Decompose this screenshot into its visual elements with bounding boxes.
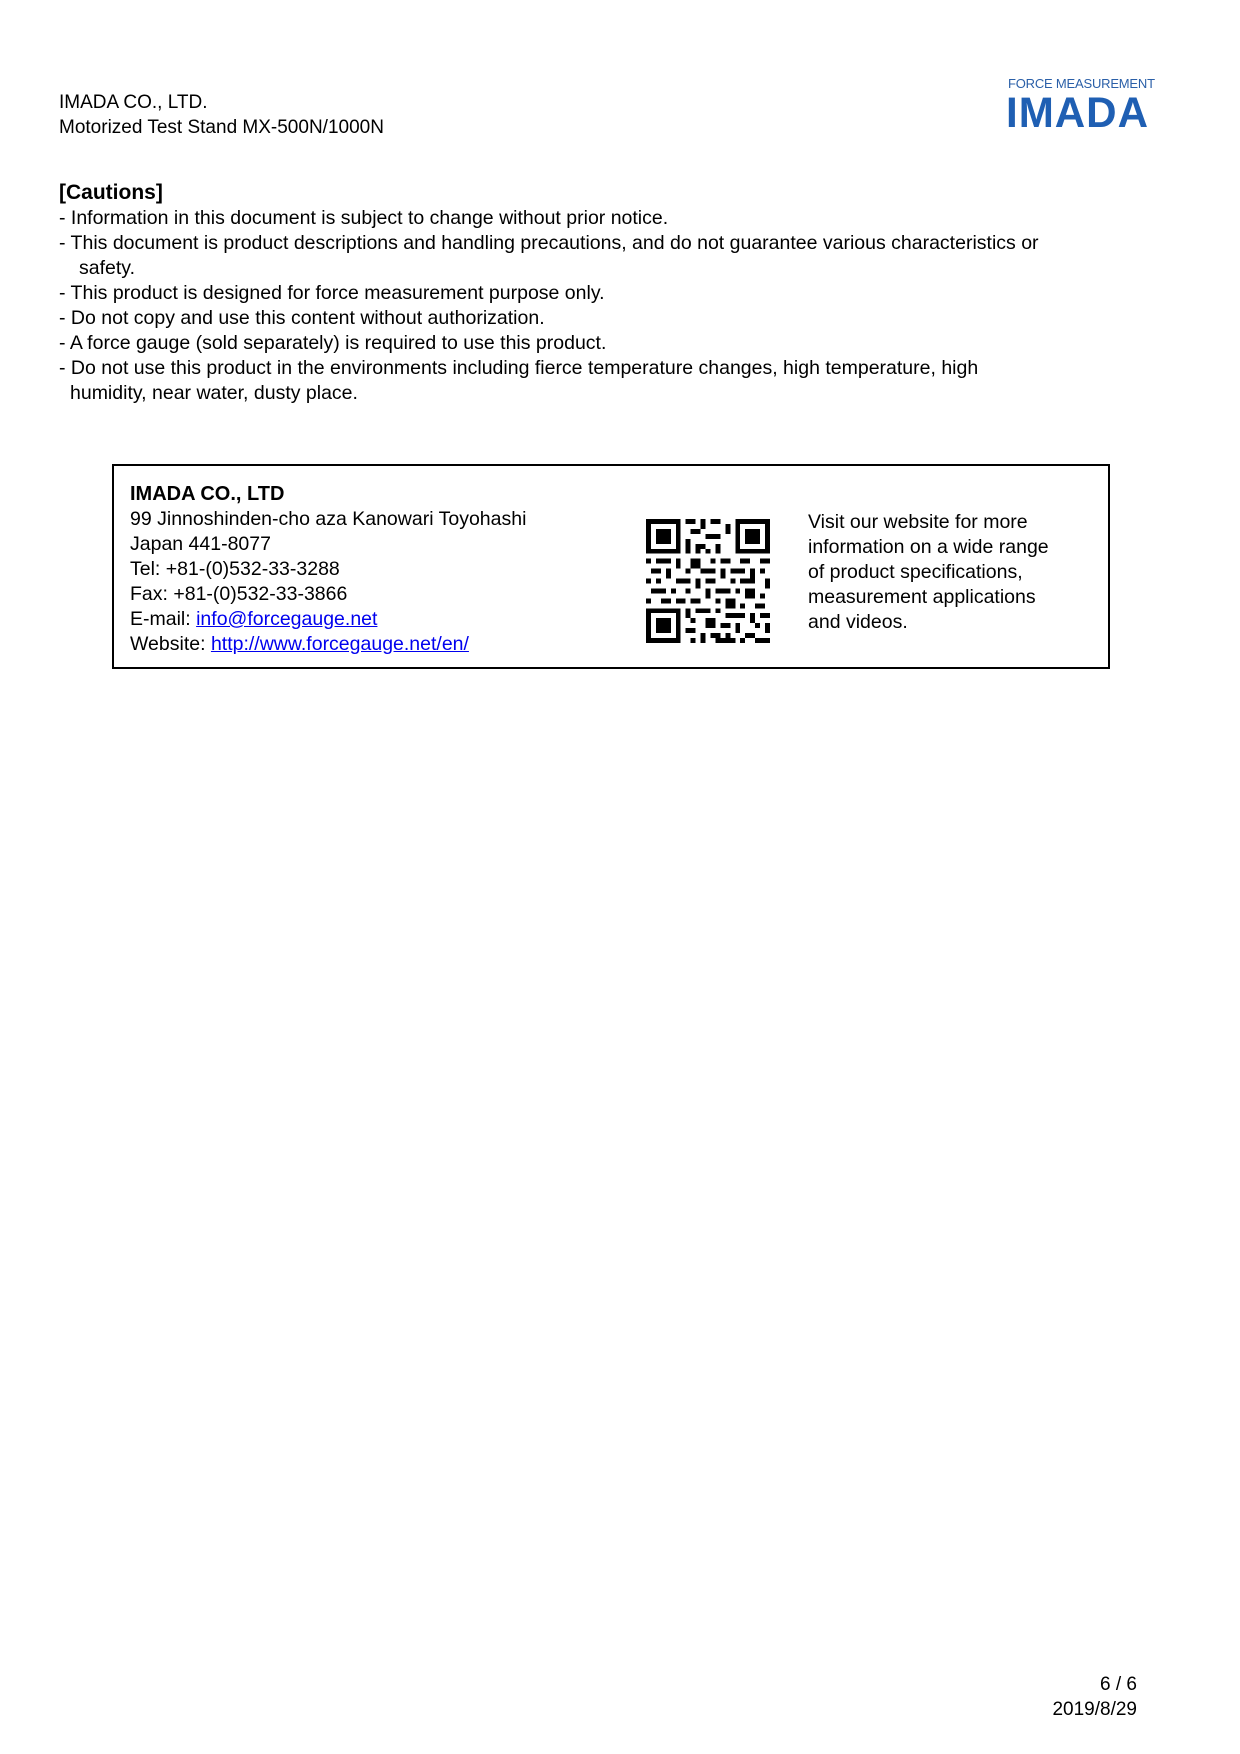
caution-item: - Do not copy and use this content without authorization. [59, 307, 545, 329]
caution-item-continuation: safety. [79, 257, 135, 279]
visit-line: information on a wide range [808, 536, 1049, 558]
contact-fax: Fax: +81-(0)532-33-3866 [130, 583, 348, 605]
contact-company: IMADA CO., LTD [130, 483, 285, 505]
caution-item: - Do not use this product in the environments including fierce temperature changes, high temperature, high [59, 357, 979, 379]
visit-line: and videos. [808, 611, 908, 633]
document-date: 2019/8/29 [1052, 1699, 1137, 1720]
address-line-2: Japan 441-8077 [130, 533, 271, 555]
website-label: Website: [130, 633, 211, 655]
email-link[interactable]: info@forcegauge.net [196, 608, 378, 630]
logo-tagline: FORCE MEASUREMENT [1008, 76, 1155, 91]
qr-code-icon [646, 519, 770, 643]
header-company: IMADA CO., LTD. [59, 92, 208, 113]
contact-email-row [130, 607, 526, 632]
cautions-heading: [Cautions] [59, 181, 163, 204]
caution-item: - This product is designed for force measurement purpose only. [59, 282, 605, 304]
header-product: Motorized Test Stand MX-500N/1000N [59, 117, 384, 138]
caution-item: - This document is product descriptions and handling precautions, and do not guarantee various characteristics or [59, 232, 1039, 254]
page-footer [1052, 1672, 1137, 1722]
contact-website-row [130, 632, 526, 657]
contact-box [112, 464, 1110, 669]
header-left [59, 90, 384, 140]
website-link[interactable]: http://www.forcegauge.net/en/ [210, 633, 469, 655]
email-label: E-mail: [130, 608, 197, 630]
cautions-section [59, 180, 1179, 406]
visit-line: measurement applications [808, 586, 1036, 608]
logo-word: IMADA [1006, 89, 1150, 137]
caution-item: - Information in this document is subject to change without prior notice. [59, 207, 669, 229]
visit-website-text [808, 510, 1088, 635]
contact-tel: Tel: +81-(0)532-33-3288 [130, 558, 340, 580]
visit-line: of product specifications, [808, 561, 1023, 583]
address-line-1: 99 Jinnoshinden-cho aza Kanowari Toyohashi [130, 508, 527, 530]
cautions-list [59, 206, 1179, 406]
visit-line: Visit our website for more [808, 511, 1028, 533]
contact-address [130, 482, 526, 657]
imada-logo [1005, 76, 1173, 137]
caution-item: - A force gauge (sold separately) is required to use this product. [59, 332, 607, 354]
caution-item-continuation: humidity, near water, dusty place. [70, 382, 358, 404]
page-number: 6 / 6 [1100, 1674, 1137, 1695]
